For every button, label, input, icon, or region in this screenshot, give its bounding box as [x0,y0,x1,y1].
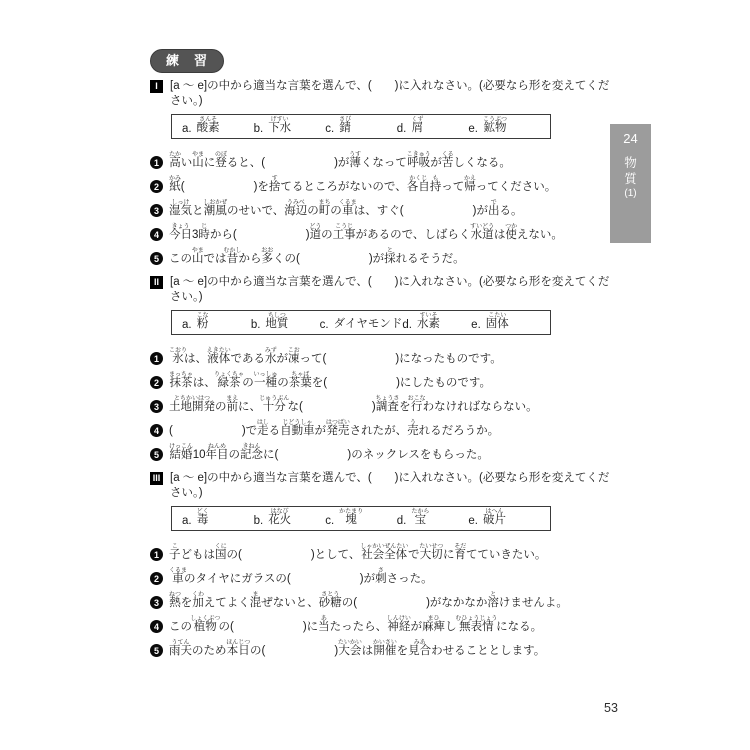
practice-badge: 練 習 [150,49,224,73]
section-header [150,79,655,109]
option-letter: b. [253,123,264,136]
question-number-badge: 5 [150,448,163,461]
option-letter: d. [402,319,412,332]
question-text: この植物しょくぶつの( )に当あたったら、神経しんけいが麻痺まひし無表情むひょうじょうになる。 [169,616,543,634]
option-word: 宝たから [411,509,430,527]
question-text: 高たかい山やまに登のぼると、( )が薄うすくなって呼吸こきゅうが苦くるしくなる。 [169,151,511,169]
option-item [402,313,471,331]
exercise-section-1 [150,79,655,266]
question-text: 抹茶まっちゃは、緑茶りょくちゃの一種いっしゅの茶葉ちゃばを( )にしたものです。 [169,371,491,389]
word-options-box [171,310,551,335]
question-text: 雨天うてんのため本日ほんじつの( )大会たいかいは開催かいさいを見合みあわせることとします。 [169,640,546,658]
option-word: 塊かたまり [339,509,364,527]
question-row [150,170,655,194]
option-letter: c. [319,319,329,332]
section-numeral: II [150,276,163,289]
question-text: 今日きょう3時じから( )道どうの工事こうじがあるので、しばらく水道すいどうは使つかえない。 [169,223,563,241]
chapter-side-tab [610,124,651,243]
section-instruction [170,275,609,305]
instruction-line: さい。) [170,487,203,500]
option-word: 下水げすい [268,116,292,134]
question-text: ( )で走はしる自動車じどうしゃが発売はつばいされたが、売うれるだろうか。 [169,419,500,437]
option-letter: a. [182,123,192,136]
question-list [150,146,655,266]
section-instruction [170,471,609,501]
exercise-section-3 [150,471,655,658]
exercise-content [150,79,655,667]
instruction-line: さい。) [170,291,203,304]
question-number-badge: 1 [150,548,163,561]
question-text: 氷こおりは、液体えきたいである水みずが凍こおって( )になったものです。 [169,347,502,365]
option-word: ダイヤモンド [333,317,403,330]
word-options-box [171,114,551,139]
option-word: 錆さび [339,116,352,134]
question-text: 結婚けっこん10年目ねんめの記念きねんに( )のネックレスをもらった。 [169,443,489,461]
instruction-line: [a ～ e]の中から適当な言葉を選んで、( )に入れなさい。(必要なら形を変えてくだ [170,276,610,289]
option-letter: e. [468,515,478,528]
question-text: 熱ねつを加くわえてよく混まぜないと、砂糖さとうの( )がなかなか溶とけませんよ。 [169,592,568,610]
option-item [471,313,540,331]
option-word: 破片はへん [482,509,506,527]
option-letter: c. [325,123,335,136]
question-row [150,218,655,242]
question-row [150,242,655,266]
question-row [150,342,655,366]
question-row [150,414,655,438]
word-options-box [171,506,551,531]
option-letter: e. [468,123,478,136]
option-item [182,117,254,135]
question-row [150,438,655,462]
option-letter: a. [182,515,192,528]
question-text: 車くるまのタイヤにガラスの( )が刺ささった。 [169,568,433,586]
option-word: 鉱物こうぶつ [482,116,507,134]
question-number-badge: 2 [150,180,163,193]
option-word: 酸素さんそ [196,116,220,134]
section-numeral: I [150,80,163,93]
question-text: 土地開発とちかいはつの前まえに、十分じゅうぶんな( )調査ちょうさを行おこなわなければならない。 [169,395,538,413]
question-row [150,390,655,414]
instruction-line: さい。) [170,94,203,107]
question-number-badge: 1 [150,156,163,169]
page-number: 53 [604,701,618,715]
section-numeral: III [150,472,163,485]
option-letter: e. [471,319,481,332]
option-item [182,509,254,527]
instruction-line: [a ～ e]の中から適当な言葉を選んで、( )に入れなさい。(必要なら形を変えてくだ [170,472,610,485]
option-item [397,509,469,527]
option-word: 毒どく [196,509,209,527]
question-row [150,586,655,610]
question-row [150,634,655,658]
option-item [320,313,403,331]
question-text: 湿気しっけと潮風しおかぜのせいで、海辺うみべの町まちの車くるまは、すぐ( )が出でる。 [169,199,523,217]
question-number-badge: 5 [150,252,163,265]
chapter-title: 物質 [624,156,637,186]
option-word: 固体こたい [485,312,509,330]
section-instruction [170,79,609,109]
option-word: 地質ちしつ [265,312,289,330]
option-word: 花火はなび [268,509,292,527]
option-item [325,117,397,135]
instruction-line: [a ～ e]の中から適当な言葉を選んで、( )に入れなさい。(必要なら形を変えてくだ [170,80,610,92]
option-item [254,117,326,135]
option-letter: d. [396,515,407,528]
question-row [150,610,655,634]
question-row [150,194,655,218]
section-header [150,275,655,305]
question-text: 紙かみ( )を捨すてるところがないので、各自かくじ持もって帰かえってください。 [169,175,557,193]
question-number-badge: 2 [150,376,163,389]
option-word: 粉こな [196,312,209,330]
question-list [150,538,655,658]
chapter-number: 24 [623,131,638,146]
question-number-badge: 3 [150,596,163,609]
option-letter: c. [325,515,335,528]
question-list [150,342,655,462]
question-number-badge: 4 [150,228,163,241]
option-item [468,509,540,527]
question-number-badge: 2 [150,572,163,585]
option-item [251,313,320,331]
question-row [150,366,655,390]
option-item [325,509,397,527]
option-letter: b. [250,319,261,332]
option-item [397,117,469,135]
question-text: この山やまでは昔むかしから多おおくの( )が採とれるそうだ。 [169,247,465,265]
option-letter: b. [253,515,264,528]
question-number-badge: 4 [150,620,163,633]
option-letter: a. [182,319,192,332]
question-number-badge: 3 [150,204,163,217]
question-number-badge: 3 [150,400,163,413]
option-word: 水素すいそ [416,312,440,330]
option-item [254,509,326,527]
option-word: 屑くず [411,116,424,134]
question-text: 子こどもは国くにの( )として、社会全体しゃかいぜんたいで大切たいせつに育そだてていきたい。 [169,544,547,562]
question-row [150,538,655,562]
question-row [150,146,655,170]
option-item [468,117,540,135]
question-row [150,562,655,586]
exercise-section-2 [150,275,655,462]
option-item [182,313,251,331]
chapter-part: (1) [624,188,637,200]
section-header [150,471,655,501]
question-number-badge: 5 [150,644,163,657]
question-number-badge: 4 [150,424,163,437]
option-letter: d. [396,123,407,136]
question-number-badge: 1 [150,352,163,365]
